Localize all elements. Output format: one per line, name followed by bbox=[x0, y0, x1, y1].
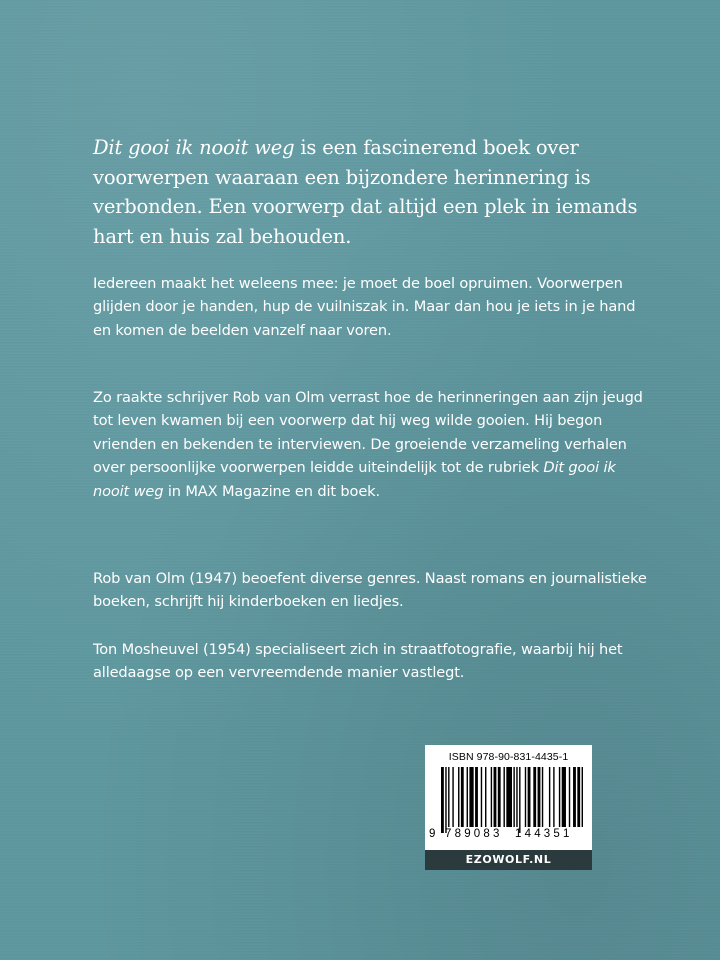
barcode-bar bbox=[528, 767, 531, 827]
barcode-bar bbox=[577, 767, 580, 827]
barcode-bar bbox=[559, 767, 560, 827]
photographer-bio: Ton Mosheuvel (1954) specialiseert zich in straatfotografie, waarbij hij het alledaagse op een vervreemdende manier vastlegt. bbox=[93, 641, 623, 682]
barcode-bar bbox=[519, 767, 520, 833]
barcode-bar bbox=[562, 767, 566, 827]
barcode-bar bbox=[467, 767, 468, 827]
intro-text: is een fascinerend boek over voorwerpen waaraan een bijzondere herinnering is verbonden. Een voorwerp dat altijd een plek in iemands hart en huis zal behouden. bbox=[93, 136, 638, 248]
barcode-bar bbox=[533, 767, 536, 827]
intro-paragraph bbox=[93, 133, 653, 251]
barcode-bar bbox=[445, 767, 446, 833]
barcode-bar bbox=[491, 767, 492, 827]
barcode-bar bbox=[498, 767, 501, 827]
barcode-bar bbox=[448, 767, 449, 827]
barcode-bar bbox=[513, 767, 514, 827]
barcode-bar bbox=[469, 767, 473, 827]
barcode-bar bbox=[481, 767, 482, 827]
publisher-label: EZOWOLF.NL bbox=[425, 850, 592, 870]
paragraph-origin-start: Zo raakte schrijver Rob van Olm verrast hoe de herinneringen aan zijn jeugd tot leven kwamen bij een voorwerp dat hij weg wilde gooien. Hij begon vrienden en bekenden te interviewen. De groeiende verzameling verhalen over persoonlijke voorwerpen leidde uiteindelijk tot de rubriek bbox=[93, 389, 643, 477]
author-bio: Rob van Olm (1947) beoefent diverse genres. Naast romans en journalistieke boeken, schrijft hij kinderboeken en liedjes. bbox=[93, 570, 647, 611]
barcode-bar bbox=[582, 767, 583, 827]
barcode-bar bbox=[569, 767, 570, 827]
paragraph-origin bbox=[93, 386, 653, 503]
barcode-bar bbox=[458, 767, 459, 827]
barcode-digit-first: 9 bbox=[429, 828, 436, 840]
paragraph-origin-title: Dit gooi ik nooit weg bbox=[93, 459, 616, 500]
barcode-bar bbox=[538, 767, 541, 827]
barcode-bar bbox=[494, 767, 497, 827]
barcode-bar bbox=[475, 767, 478, 827]
barcode-bar bbox=[441, 767, 444, 833]
barcode-bar bbox=[542, 767, 543, 827]
paragraph-origin-end: in MAX Magazine en dit boek. bbox=[163, 482, 380, 500]
paragraph-cleanup: Iedereen maakt het weleens mee: je moet de boel opruimen. Voorwerpen glijden door je handen, hup de vuilniszak in. Maar dan hou je iets in je hand en komen de beelden vanzelf naar voren. bbox=[93, 275, 636, 339]
barcode-icon bbox=[433, 767, 584, 835]
barcode-bar bbox=[549, 767, 550, 827]
barcode-digits-right: 144351 bbox=[515, 828, 573, 840]
barcode-bar bbox=[525, 767, 526, 827]
isbn-label: ISBN 978-90-831-4435-1 bbox=[448, 751, 569, 763]
barcode-bar bbox=[503, 767, 504, 827]
barcode-bar bbox=[516, 767, 517, 827]
barcode-bar bbox=[573, 767, 576, 827]
intro-book-title: Dit gooi ik nooit weg bbox=[93, 136, 295, 159]
barcode-block bbox=[425, 745, 592, 870]
barcode-digits-left: 789083 bbox=[445, 828, 503, 840]
barcode-bar bbox=[506, 767, 512, 827]
barcode-bar bbox=[553, 767, 554, 827]
barcode-bar bbox=[461, 767, 464, 827]
barcode-bar bbox=[485, 767, 486, 827]
barcode-bar bbox=[452, 767, 453, 827]
